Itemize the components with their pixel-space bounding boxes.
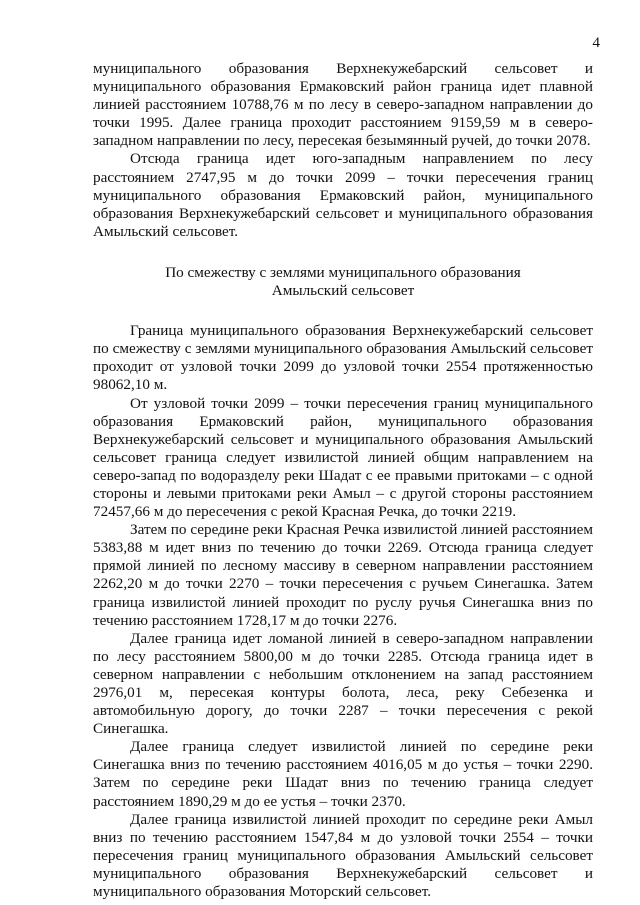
paragraph: Далее граница следует извилистой линией по середине реки Синегашка вниз по течению расстоянием 4016,05 м до устья – точки 2290. Затем по середине реки Шадат вниз по течению граница следует расстоянием 1890,29 м до ее устья – точки 2370.	[93, 738, 593, 810]
paragraph: Граница муниципального образования Верхнекужебарский сельсовет по смежеству с землями муниципального образования Амыльский сельсовет проходит от узловой точки 2099 до узловой точки 2554 протяженностью 98062,10 м.	[93, 322, 593, 394]
paragraph: От узловой точки 2099 – точки пересечения границ муниципального образования Ермаковский район, муниципального образования Верхнекужебарский сельсовет и муниципального образования Амыльский сельсовет граница следует извилистой линией общим направлением на северо-запад по водоразделу реки Шадат с ее правыми притоками – с одной стороны и левыми притоками реки Амыл – с другой стороны расстоянием 72457,66 м до пересечения с рекой Красная Речка, до точки 2219.	[93, 394, 593, 521]
paragraph: Далее граница идет ломаной линией в северо-западном направлении по лесу расстоянием 5800,00 м до точки 2285. Отсюда граница идет в северном направлении с небольшим отклонением на запад расстоянием 2976,01 м, пересекая контуры болота, леса, реку Себезенка и автомобильную дорогу, до точки 2287 – точки пересечения с рекой Синегашка.	[93, 629, 593, 738]
paragraph: Затем по середине реки Красная Речка извилистой линией расстоянием 5383,88 м идет вниз по течению до точки 2269. Отсюда граница следует прямой линией по лесному массиву в северном направлении расстоянием 2262,20 м до точки 2270 – точки пересечения с ручьем Синегашка. Затем граница извилистой линией проходит по руслу ручья Синегашка вниз по течению расстоянием 1728,17 м до точки 2276.	[93, 521, 593, 629]
paragraph-continuation: муниципального образования Верхнекужебарский сельсовет и муниципального образования Ермаковский район граница идет плавной линией расстоянием 10788,76 м по лесу в северо-западном направлении до точки 1995. Далее граница проходит расстоянием 9159,59 м в северо-западном направлении по лесу, пересекая безымянный ручей, до точки 2078.	[93, 60, 593, 150]
page-number: 4	[592, 35, 600, 51]
section-heading-line: По смежеству с землями муниципального образования	[165, 263, 521, 281]
document-body	[93, 60, 593, 901]
section-heading-line: Амыльский сельсовет	[271, 282, 415, 300]
paragraph: Отсюда граница идет юго-западным направлением по лесу расстоянием 2747,95 м до точки 2099 – точки пересечения границ муниципального образования Ермаковский район, муниципального образования Верхнекужебарский сельсовет и муниципального образования Амыльский сельсовет.	[93, 150, 593, 240]
paragraph: Далее граница извилистой линией проходит по середине реки Амыл вниз по течению расстоянием 1547,84 м до узловой точки 2554 – точки пересечения границ муниципального образования Амыльский сельсовет муниципального образования Верхнекужебарский сельсовет и муниципального образования Моторский сельсовет.	[93, 810, 593, 901]
section-heading	[93, 264, 593, 300]
